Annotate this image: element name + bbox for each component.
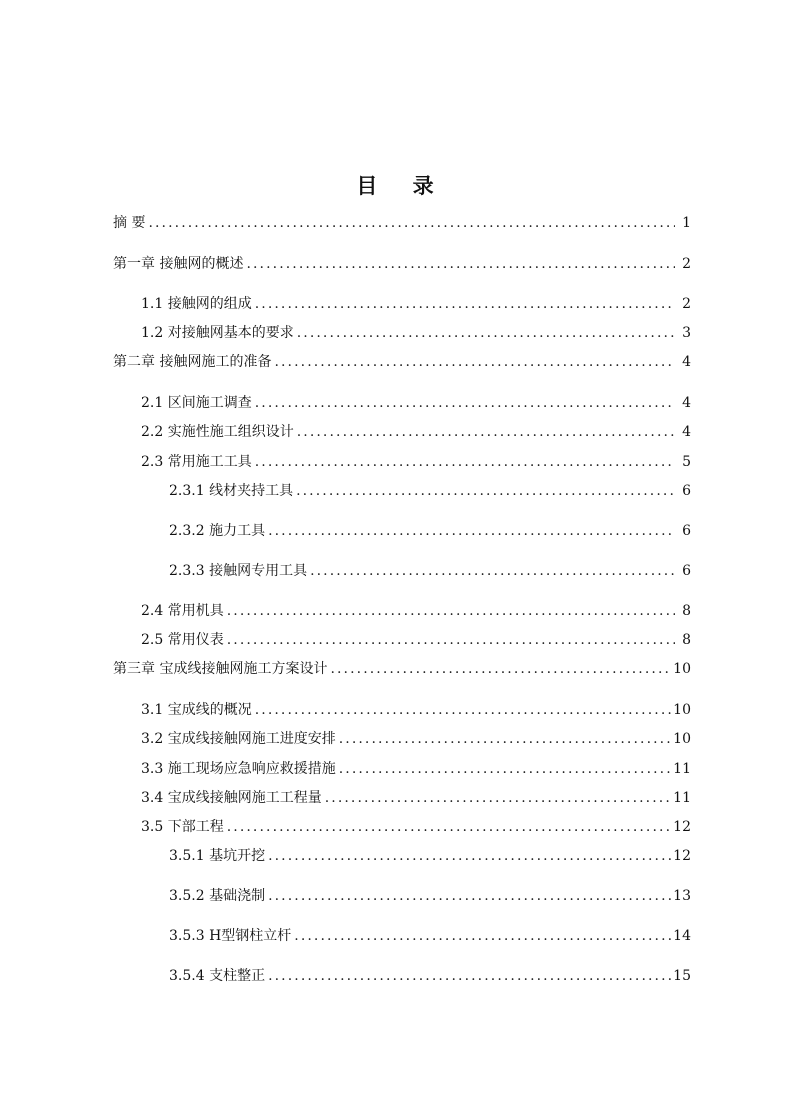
toc-entry[interactable]	[113, 660, 691, 678]
toc-entry[interactable]	[113, 353, 691, 371]
toc-leader-dots	[227, 631, 675, 649]
toc-entry-page: 2	[682, 296, 691, 312]
toc-leader-dots	[325, 789, 671, 807]
toc-entry-label: 2.4 常用机具	[141, 603, 224, 619]
toc-entry[interactable]	[169, 482, 691, 500]
toc-entry[interactable]	[141, 818, 691, 836]
toc-entry-page: 12	[673, 848, 691, 864]
toc-entry-page: 10	[673, 731, 691, 747]
toc-entry-page: 12	[673, 819, 691, 835]
toc-entry[interactable]	[113, 255, 691, 273]
toc-entry-page: 13	[673, 888, 691, 904]
toc-entry[interactable]	[169, 562, 691, 580]
toc-leader-dots	[297, 324, 675, 342]
toc-entry-label: 3.5.4 支柱整正	[169, 968, 266, 984]
toc-entry-label: 2.3 常用施工工具	[141, 454, 252, 470]
toc-leader-dots	[268, 522, 675, 540]
toc-entry-label: 3.1 宝成线的概况	[141, 702, 252, 718]
toc-entry-label: 3.5.3 H型钢柱立杆	[169, 928, 292, 944]
toc-entry-label: 3.3 施工现场应急响应救援措施	[141, 761, 336, 777]
toc-leader-dots	[227, 818, 671, 836]
toc-entry-label: 第二章 接触网施工的准备	[113, 354, 272, 370]
toc-entry[interactable]	[141, 324, 691, 342]
toc-entry-page: 2	[682, 256, 691, 272]
toc-entry[interactable]	[141, 602, 691, 620]
toc-entry[interactable]	[141, 631, 691, 649]
toc-leader-dots	[268, 887, 671, 905]
toc-leader-dots	[268, 847, 671, 865]
toc-entry-page: 1	[682, 215, 691, 231]
toc-entry[interactable]	[169, 967, 691, 985]
toc-leader-dots	[296, 482, 675, 500]
toc-entry-label: 3.5 下部工程	[141, 819, 224, 835]
toc-entry-label: 2.2 实施性施工组织设计	[141, 424, 294, 440]
toc-entry-page: 10	[673, 702, 691, 718]
toc-leader-dots	[246, 255, 675, 273]
toc-entry-label: 2.1 区间施工调查	[141, 395, 252, 411]
toc-leader-dots	[294, 927, 671, 945]
toc-entry[interactable]	[113, 214, 691, 232]
toc-entry[interactable]	[169, 887, 691, 905]
toc-entry[interactable]	[141, 423, 691, 441]
toc-leader-dots	[310, 562, 675, 580]
toc-entry-page: 14	[673, 928, 691, 944]
toc-leader-dots	[255, 701, 671, 719]
toc-leader-dots	[297, 423, 675, 441]
toc-entry-label: 1.2 对接触网基本的要求	[141, 325, 294, 341]
toc-entry-page: 6	[682, 523, 691, 539]
toc-entry-label: 第三章 宝成线接触网施工方案设计	[113, 661, 328, 677]
toc-entry[interactable]	[141, 394, 691, 412]
toc-entry-page: 4	[682, 354, 691, 370]
toc-entry-label: 1.1 接触网的组成	[141, 296, 252, 312]
toc-entry-page: 8	[682, 632, 691, 648]
toc-leader-dots	[330, 660, 671, 678]
toc-leader-dots	[255, 453, 675, 471]
toc-entry-label: 3.5.1 基坑开挖	[169, 848, 266, 864]
toc-leader-dots	[148, 214, 675, 232]
toc-entry-page: 15	[673, 968, 691, 984]
toc-entry[interactable]	[169, 927, 691, 945]
toc-entry-page: 11	[673, 790, 691, 806]
toc-entry-label: 3.5.2 基础浇制	[169, 888, 266, 904]
toc-entry-label: 第一章 接触网的概述	[113, 256, 244, 272]
toc-leader-dots	[339, 760, 671, 778]
toc-entry-page: 6	[682, 563, 691, 579]
toc-entry[interactable]	[141, 760, 691, 778]
toc-entry-page: 3	[682, 325, 691, 341]
toc-leader-dots	[268, 967, 671, 985]
toc-entry-label: 3.4 宝成线接触网施工工程量	[141, 790, 322, 806]
toc-leader-dots	[255, 295, 675, 313]
toc-entry-label: 2.3.2 施力工具	[169, 523, 266, 539]
toc-entry[interactable]	[141, 730, 691, 748]
toc-entry-label: 2.3.3 接触网专用工具	[169, 563, 308, 579]
toc-leader-dots	[339, 730, 671, 748]
toc-leader-dots	[255, 394, 675, 412]
toc-entry[interactable]	[141, 453, 691, 471]
toc-entry-label: 3.2 宝成线接触网施工进度安排	[141, 731, 336, 747]
toc-entry-page: 4	[682, 395, 691, 411]
toc-entry[interactable]	[141, 789, 691, 807]
toc-entry-page: 8	[682, 603, 691, 619]
toc-entry-page: 6	[682, 483, 691, 499]
toc-entry[interactable]	[141, 295, 691, 313]
toc-entry-label: 摘 要	[113, 215, 146, 231]
toc-entry[interactable]	[141, 701, 691, 719]
toc-leader-dots	[274, 353, 675, 371]
toc-entry-page: 4	[682, 424, 691, 440]
toc-leader-dots	[227, 602, 675, 620]
toc-entry[interactable]	[169, 847, 691, 865]
toc-entry-label: 2.5 常用仪表	[141, 632, 224, 648]
toc-entry[interactable]	[169, 522, 691, 540]
toc-entry-label: 2.3.1 线材夹持工具	[169, 483, 294, 499]
toc-title: 目 录	[356, 173, 448, 198]
toc-entry-page: 11	[673, 761, 691, 777]
toc-entry-page: 10	[673, 661, 691, 677]
toc-entry-page: 5	[682, 454, 691, 470]
